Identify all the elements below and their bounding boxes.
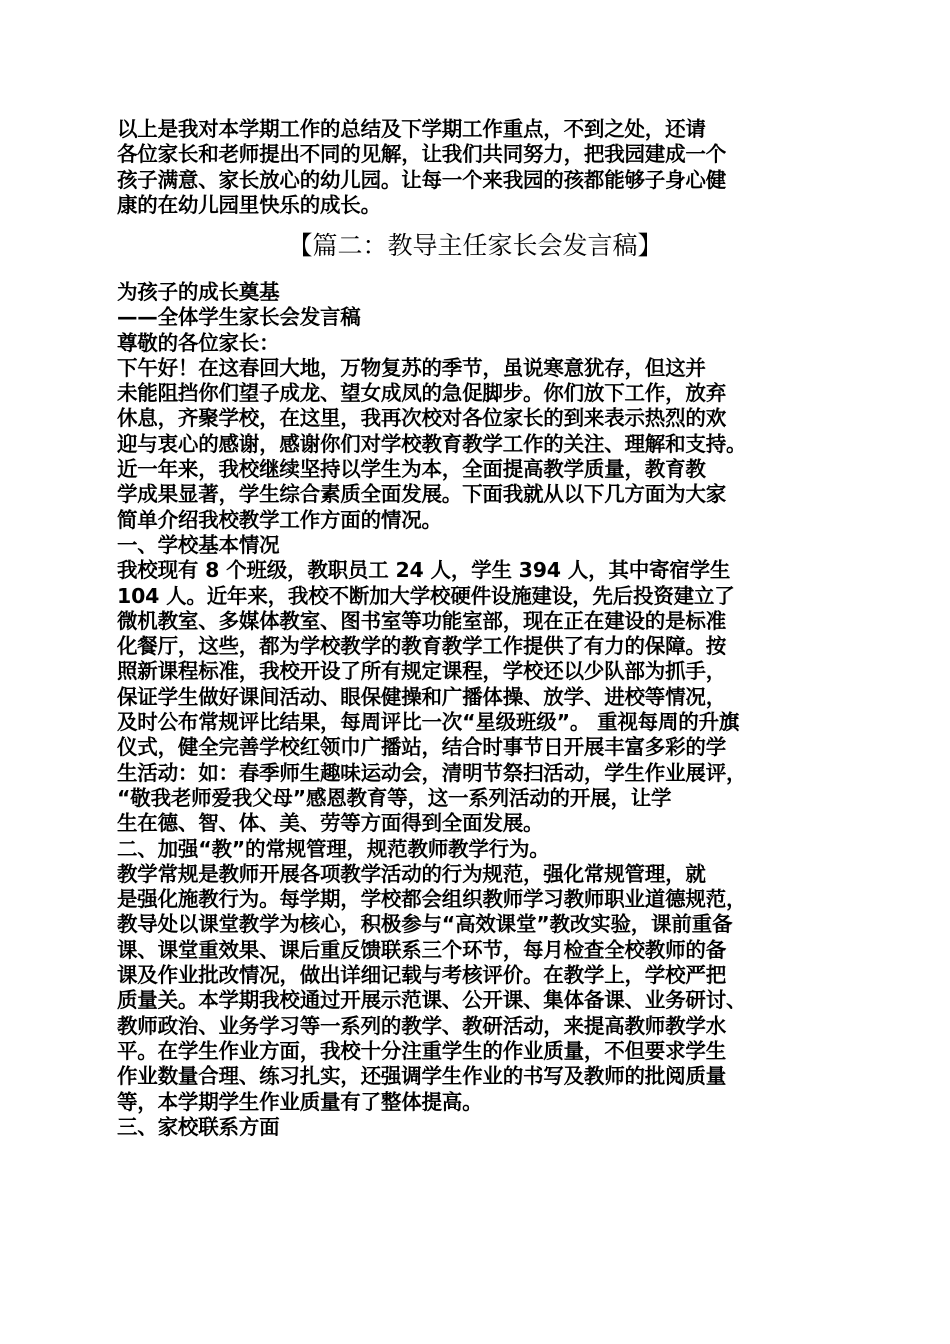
body-line: 我校现有 8 个班级，教职员工 24 人，学生 394 人，其中寄宿学生	[117, 558, 731, 583]
body-line: 简单介绍我校教学工作方面的情况。	[117, 507, 442, 532]
body-line: 平。在学生作业方面，我校十分注重学生的作业质量，不但要求学生	[117, 1038, 726, 1063]
body-line: 下午好！在这春回大地，万物复苏的季节，虽说寒意犹存，但这并	[117, 355, 706, 380]
intro-line: 孩子满意、家长放心的幼儿园。让每一个来我园的孩都能够子身心健	[117, 167, 726, 192]
intro-line: 各位家长和老师提出不同的见解，让我们共同努力，把我园建成一个	[117, 142, 726, 167]
body-line: 未能阻挡你们望子成龙、望女成凤的急促脚步。你们放下工作，放弃	[117, 381, 726, 406]
intro-paragraph	[117, 117, 847, 218]
body-line: 化餐厅，这些，都为学校教学的教育教学工作提供了有力的保障。按	[117, 634, 726, 659]
body-line: 104 人。近年来，我校不断加大学校硬件设施建设，先后投资建立了	[117, 583, 735, 608]
intro-line: 康的在幼儿园里快乐的成长。	[117, 192, 381, 217]
speech-body	[117, 280, 847, 1140]
body-line: 及时公布常规评比结果，每周评比一次“星级班级”。 重视每周的升旗	[117, 710, 740, 735]
intro-line: 以上是我对本学期工作的总结及下学期工作重点，不到之处，还请	[117, 117, 706, 141]
body-line: 微机教室、多媒体教室、图书室等功能室部，现在正在建设的是标准	[117, 608, 726, 633]
body-line: 近一年来，我校继续坚持以学生为本，全面提高教学质量，教育教	[117, 457, 706, 482]
body-line: 生活动：如：春季师生趣味运动会，清明节祭扫活动，学生作业展评，	[117, 760, 747, 785]
body-line: 一、学校基本情况	[117, 532, 280, 557]
section-heading: 【篇二：教导主任家长会发言稿】	[287, 231, 663, 260]
body-line: 质量关。本学期我校通过开展示范课、公开课、集体备课、业务研讨、	[117, 988, 747, 1013]
body-line: 学成果显著，学生综合素质全面发展。下面我就从以下几方面为大家	[117, 482, 726, 507]
body-line: 等，本学期学生作业质量有了整体提高。	[117, 1089, 483, 1114]
body-line: 三、家校联系方面	[117, 1114, 280, 1139]
body-line: 照新课程标准，我校开设了所有规定课程，学校还以少队部为抓手，	[117, 659, 726, 684]
body-line: 课、课堂重效果、课后重反馈联系三个环节，每月检查全校教师的备	[117, 937, 726, 962]
body-line: 课及作业批改情况，做出详细记载与考核评价。在教学上，学校严把	[117, 963, 726, 988]
body-line: “敬我老师爱我父母”感恩教育等，这一系列活动的开展，让学	[117, 785, 672, 810]
body-line: 教导处以课堂教学为核心，积极参与“高效课堂”教改实验，课前重备	[117, 912, 733, 937]
body-line: 是强化施教行为。每学期，学校都会组织教师学习教师职业道德规范，	[117, 887, 747, 912]
body-line: 休息，齐聚学校，在这里，我再次校对各位家长的到来表示热烈的欢	[117, 406, 726, 431]
body-line: 教学常规是教师开展各项教学活动的行为规范，强化常规管理，就	[117, 861, 706, 886]
body-line: 为孩子的成长奠基	[117, 280, 280, 304]
body-line: 教师政治、业务学习等一系列的教学、教研活动，来提高教师教学水	[117, 1013, 726, 1038]
body-line: 作业数量合理、练习扎实，还强调学生作业的书写及教师的批阅质量	[117, 1064, 726, 1089]
body-line: 尊敬的各位家长：	[117, 330, 280, 355]
body-line: 二、加强“教”的常规管理，规范教师教学行为。	[117, 836, 550, 861]
body-line: 仪式，健全完善学校红领巾广播站，结合时事节日开展丰富多彩的学	[117, 735, 726, 760]
body-line: 迎与衷心的感谢，感谢你们对学校教育教学工作的关注、理解和支持。	[117, 431, 747, 456]
body-line: 保证学生做好课间活动、眼保健操和广播体操、放学、进校等情况，	[117, 684, 726, 709]
body-line: ——全体学生家长会发言稿	[117, 305, 361, 330]
body-line: 生在德、智、体、美、劳等方面得到全面发展。	[117, 811, 544, 836]
